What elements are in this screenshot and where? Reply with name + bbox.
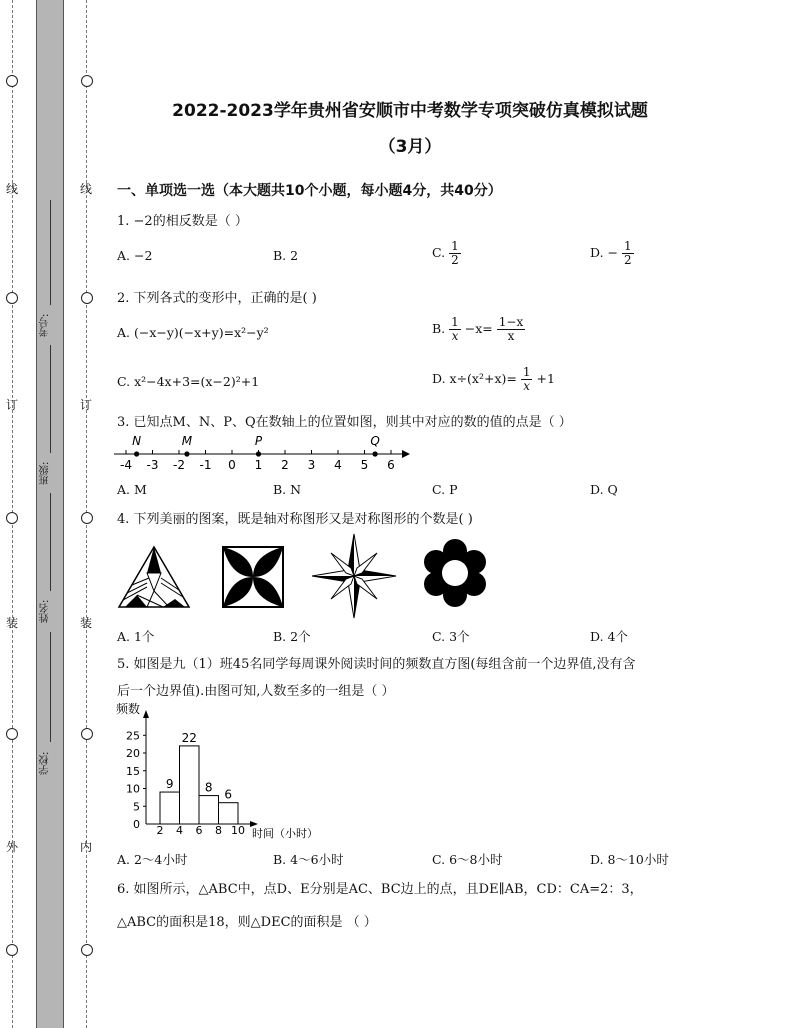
q5-option-c: C. 6～8小时 (432, 852, 503, 867)
q2-option-b (432, 316, 525, 343)
binding-char-outer: 外 (6, 840, 19, 854)
numerator: 1 (623, 239, 632, 253)
q5-option-b: B. 4～6小时 (273, 852, 344, 867)
bar-value-label: 6 (224, 787, 233, 802)
binding-char-outer: 装 (6, 616, 19, 630)
star-compass-figure (311, 533, 397, 619)
section-heading: 一、单项选一选（本大题共10个小题，每小题4分，共40分） (117, 183, 502, 199)
denominator: 2 (623, 253, 632, 267)
number-line-point (373, 451, 378, 456)
fraction (449, 316, 461, 343)
question-4-stem: 4. 下列美丽的图案，既是轴对称图形又是对称图形的个数是( ) (117, 512, 473, 527)
number-line-point (184, 451, 189, 456)
q4-option-a: A. 1个 (117, 629, 155, 644)
q5-option-d: D. 8～10小时 (590, 852, 669, 867)
denominator: x (451, 329, 459, 343)
x-tick-label: 6 (195, 824, 203, 837)
number-line-tick-label: -4 (120, 458, 132, 472)
punch-hole-inner (81, 75, 93, 87)
field-underline (50, 493, 51, 591)
denominator: x (523, 379, 531, 393)
exam-subtitle: （3月） (378, 137, 442, 157)
field-label-exam-number: 考号: (40, 313, 51, 337)
bar-value-label: 8 (204, 780, 213, 795)
q2-option-a: A. (−x−y)(−x+y)=x²−y² (117, 325, 269, 340)
q3-option-a: A. M (117, 482, 147, 497)
triangle-pattern-figure (117, 545, 191, 609)
field-label-name: 姓名: (40, 599, 51, 623)
question-1-stem: 1. −2的相反数是（ ） (117, 214, 248, 229)
q1-option-b: B. 2 (273, 248, 299, 263)
number-line-tick-label: -2 (173, 458, 185, 472)
q5-option-a: A. 2～4小时 (117, 852, 188, 867)
field-label-class: 班级: (40, 461, 51, 485)
numerator: 1−x (498, 315, 524, 329)
q3-option-d: D. Q (590, 482, 618, 497)
fraction (622, 240, 634, 267)
histogram-bar (199, 796, 219, 824)
binding-char-outer: 订 (6, 398, 19, 412)
number-line-point-label: M (181, 434, 193, 448)
field-label-school: 学校: (40, 751, 51, 775)
y-tick-label: 10 (126, 782, 140, 796)
binding-char-inner: 订 (80, 398, 93, 412)
q2-option-d (432, 366, 555, 393)
number-line-point-label: Q (370, 434, 380, 448)
number-line-tick-label: -1 (199, 458, 212, 472)
histogram-bar (219, 803, 239, 824)
number-line-point (134, 451, 139, 456)
number-line-tick-label: 5 (360, 458, 369, 472)
punch-hole-outer (6, 75, 18, 87)
number-line-tick-label: -3 (146, 458, 159, 472)
q4-option-b: B. 2个 (273, 629, 311, 644)
q1-option-d (590, 240, 634, 267)
q4-option-d: D. 4个 (590, 629, 628, 644)
field-underline (50, 345, 51, 453)
q2-option-c: C. x²−4x+3=(x−2)²+1 (117, 374, 260, 389)
numerator: 1 (451, 239, 459, 253)
numerator: 1 (451, 315, 459, 329)
number-line-point (256, 451, 261, 456)
question-6-stem-line2: △ABC的面积是18，则△DEC的面积是 （ ） (117, 915, 377, 930)
number-line-tick-label: 4 (334, 458, 342, 472)
bar-value-label: 9 (165, 777, 174, 792)
question-5-stem-line2: 后一个边界值).由图可知,人数至多的一组是（ ） (117, 684, 395, 699)
expression-middle: −x= (464, 321, 493, 336)
denominator: x (507, 329, 515, 343)
x-tick-label: 10 (231, 824, 245, 837)
binding-char-inner: 装 (80, 616, 93, 630)
question-5-stem-line1: 5. 如图是九（1）班45名同学每周课外阅读时间的频数直方图(每组含前一个边界值,没有含 (117, 657, 636, 672)
x-axis-label: 时间（小时） (252, 827, 318, 840)
expression-tail: +1 (536, 371, 555, 386)
x-tick-label: 8 (215, 824, 222, 837)
number-line-point-label: N (132, 434, 142, 448)
binding-margin (0, 0, 110, 1028)
exam-title: 2022-2023学年贵州省安顺市中考数学专项突破仿真模拟试题 (172, 101, 648, 121)
punch-hole-outer (6, 512, 18, 524)
y-tick-label: 0 (133, 818, 140, 831)
fraction (521, 366, 533, 393)
y-tick-label: 25 (126, 729, 140, 743)
punch-hole-outer (6, 944, 18, 956)
question-6-stem-line1: 6. 如图所示，△ABC中，点D、E分别是AC、BC边上的点，且DE∥AB，CD：CA=2：3， (117, 882, 643, 897)
punch-hole-inner (81, 728, 93, 740)
question-3-stem: 3. 已知点M、N、P、Q在数轴上的位置如图，则其中对应的数的值的点是（ ） (117, 415, 572, 430)
numerator: 1 (522, 365, 531, 379)
number-line-tick-label: 1 (254, 458, 263, 472)
number-line-figure (110, 430, 420, 475)
x-tick-label: 2 (156, 824, 164, 837)
y-axis-arrow (143, 710, 149, 718)
binding-char-outer: 线 (6, 182, 19, 196)
histogram-bar (160, 792, 180, 824)
binding-char-inner: 线 (80, 182, 93, 196)
field-underline (50, 632, 51, 742)
option-label: C. (432, 245, 446, 260)
square-petal-figure (221, 545, 285, 609)
question-2-stem: 2. 下列各式的变形中，正确的是( ) (117, 291, 317, 306)
number-line-tick-label: 2 (281, 458, 289, 472)
fraction (497, 316, 525, 343)
number-line-tick-label: 6 (387, 458, 395, 472)
q1-option-a: A. −2 (117, 248, 153, 263)
number-line-tick-label: 3 (307, 458, 316, 472)
number-line-tick-label: 0 (228, 458, 236, 472)
denominator: 2 (451, 253, 459, 267)
punch-hole-outer (6, 728, 18, 740)
number-line-point-label: P (254, 434, 263, 448)
field-underline (50, 200, 51, 305)
q1-option-c (432, 240, 461, 267)
frequency-histogram (112, 700, 342, 842)
option-label: D. − (590, 245, 618, 260)
punch-hole-outer (6, 292, 18, 304)
option-label: B. (432, 321, 446, 336)
x-tick-label: 4 (176, 824, 183, 837)
option-label: D. x÷(x²+x)= (432, 371, 517, 386)
q3-option-b: B. N (273, 482, 302, 497)
histogram-bar (180, 746, 200, 824)
y-tick-label: 20 (126, 747, 140, 760)
q3-option-c: C. P (432, 482, 458, 497)
bar-value-label: 22 (181, 730, 197, 745)
q4-option-c: C. 3个 (432, 629, 470, 644)
y-tick-label: 5 (133, 800, 140, 814)
punch-hole-inner (81, 512, 93, 524)
binding-char-inner: 内 (80, 840, 93, 854)
y-tick-label: 15 (126, 764, 140, 778)
number-line-arrow (402, 450, 410, 458)
punch-hole-inner (81, 292, 93, 304)
y-axis-label: 频数 (116, 702, 141, 716)
fraction (449, 240, 461, 267)
punch-hole-inner (81, 944, 93, 956)
flower-figure (420, 538, 490, 608)
